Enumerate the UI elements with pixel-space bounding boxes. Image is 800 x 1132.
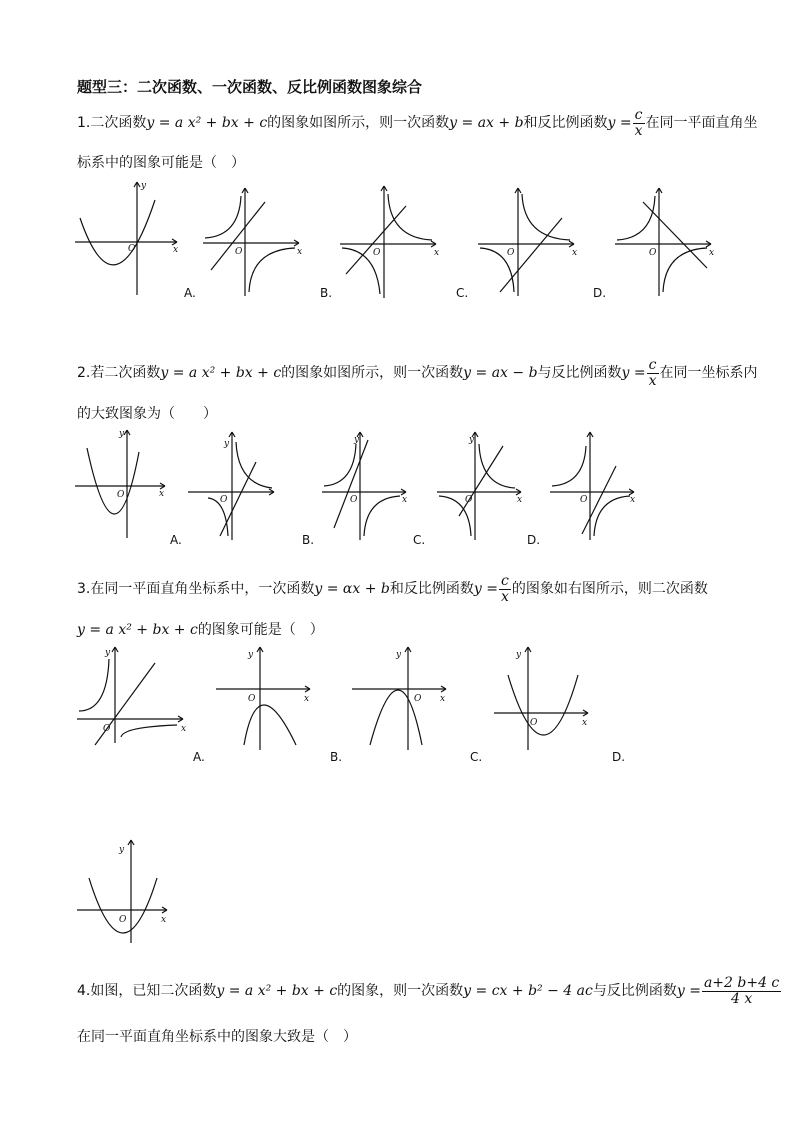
question-3-line-1 xyxy=(77,574,708,604)
axis-x-label: x xyxy=(181,724,187,734)
origin-label: O xyxy=(350,495,358,505)
axis-y-label: y xyxy=(396,650,402,660)
q1-option-d-figure xyxy=(615,188,715,298)
q1-tail-text: 在同一平面直角坐 xyxy=(645,115,758,132)
q1-prefix: 1.二次函数 xyxy=(77,115,147,132)
q1-quadratic-formula: y = a x² + bx + c xyxy=(146,115,268,132)
q2-option-b-label: B. xyxy=(302,533,315,547)
q3-linear-formula: y = αx + b xyxy=(314,581,390,598)
q1-option-c-figure xyxy=(478,188,578,298)
q2-option-a-figure xyxy=(188,432,283,542)
q1-fraction-numerator: c xyxy=(633,108,645,124)
q1-option-a-label: A. xyxy=(184,286,196,300)
q4-mid-text-2: 与反比例函数 xyxy=(592,983,677,1000)
q3-given-figure xyxy=(77,645,189,745)
axis-x-label: x xyxy=(630,495,636,505)
origin-label: O xyxy=(248,694,256,704)
q2-fraction-numerator: c xyxy=(647,358,659,374)
q3-inverse-fraction xyxy=(499,574,511,604)
origin-label: O xyxy=(128,244,136,254)
q1-option-d-label: D. xyxy=(593,286,607,300)
q4-fraction-denominator: 4 x xyxy=(730,990,753,1007)
question-4-line-1 xyxy=(77,976,782,1006)
origin-label: O xyxy=(649,248,657,258)
q1-option-b-figure xyxy=(340,186,440,301)
q4-linear-formula: y = cx + b² − 4 ac xyxy=(463,983,593,1000)
origin-label: O xyxy=(465,495,473,505)
q1-mid-text-1: 的图象如图所示，则一次函数 xyxy=(267,115,450,132)
origin-label: O xyxy=(507,248,515,258)
origin-label: O xyxy=(117,490,125,500)
q2-option-b-figure xyxy=(322,432,412,542)
q2-inverse-lhs: y = xyxy=(621,365,646,382)
question-2-line-2: 的大致图象为（ ） xyxy=(77,406,217,422)
axis-x-label: x xyxy=(440,694,446,704)
q4-prefix: 4.如图，已知二次函数 xyxy=(77,983,217,1000)
axis-y-label: y xyxy=(119,845,125,855)
origin-label: O xyxy=(235,247,243,257)
q1-option-b-label: B. xyxy=(320,286,333,300)
question-2-line-1 xyxy=(77,358,758,388)
axis-y-label: y xyxy=(119,429,125,439)
section-heading: 题型三：二次函数、一次函数、反比例函数图象综合 xyxy=(77,78,423,96)
q2-prefix: 2.若二次函数 xyxy=(77,365,161,382)
question-4-line-2: 在同一平面直角坐标系中的图象大致是（ ） xyxy=(77,1029,357,1045)
q1-option-a-figure xyxy=(203,188,303,298)
question-1-line-1 xyxy=(77,108,758,138)
q3-option-c-figure xyxy=(494,645,594,750)
axis-x-label: x xyxy=(434,248,440,258)
axis-y-label: y xyxy=(354,435,360,445)
axis-x-label: x xyxy=(517,495,523,505)
q2-option-a-label: A. xyxy=(170,533,182,547)
axis-x-label: x xyxy=(173,245,179,255)
q2-option-c-figure xyxy=(437,432,527,542)
q1-fraction-denominator: x xyxy=(634,122,643,139)
q2-quadratic-formula: y = a x² + bx + c xyxy=(160,365,282,382)
q4-inverse-fraction xyxy=(702,976,781,1006)
origin-label: O xyxy=(580,495,588,505)
axis-x-label: x xyxy=(159,489,165,499)
q3-line2-tail: 的图象可能是（ ） xyxy=(197,622,324,638)
axis-x-label: x xyxy=(304,694,310,704)
q4-inverse-lhs: y = xyxy=(676,983,701,1000)
axis-x-label: x xyxy=(297,247,303,257)
q4-mid-text-1: 的图象，则一次函数 xyxy=(337,983,464,1000)
q3-option-a-label: A. xyxy=(193,750,205,764)
q3-fraction-denominator: x xyxy=(500,588,509,605)
q1-option-c-label: C. xyxy=(456,286,469,300)
axis-y-label: y xyxy=(105,648,111,658)
origin-label: O xyxy=(119,915,127,925)
axis-x-label: x xyxy=(402,495,408,505)
q2-inverse-fraction xyxy=(647,358,659,388)
q2-mid-text-1: 的图象如图所示，则一次函数 xyxy=(281,365,464,382)
q3-inverse-lhs: y = xyxy=(473,581,498,598)
q3-mid-text-2: 和反比例函数 xyxy=(389,581,474,598)
axis-x-label: x xyxy=(572,248,578,258)
axis-y-label: y xyxy=(141,181,147,191)
question-3-line-2 xyxy=(77,619,324,639)
q3-quadratic-formula: y = a x² + bx + c xyxy=(77,622,198,638)
q3-prefix: 3.在同一平面直角坐标系中，一次函数 xyxy=(77,581,315,598)
q2-linear-formula: y = ax − b xyxy=(463,365,538,382)
origin-label: O xyxy=(530,718,538,728)
q2-option-c-label: C. xyxy=(413,533,426,547)
q1-mid-text-2: 和反比例函数 xyxy=(523,115,608,132)
q4-fraction-numerator: a+2 b+4 c xyxy=(703,975,780,991)
axis-y-label: y xyxy=(248,650,254,660)
q1-inverse-lhs: y = xyxy=(607,115,632,132)
q4-quadratic-formula: y = a x² + bx + c xyxy=(216,983,338,1000)
q2-option-d-figure xyxy=(550,432,640,542)
axis-y-label: y xyxy=(516,650,522,660)
q2-mid-text-2: 与反比例函数 xyxy=(537,365,622,382)
q3-option-b-figure xyxy=(352,645,452,750)
q2-fraction-denominator: x xyxy=(648,372,657,389)
q2-given-parabola-figure xyxy=(75,428,175,543)
q3-fraction-numerator: c xyxy=(499,574,511,590)
q3-option-c-label: C. xyxy=(470,750,483,764)
origin-label: O xyxy=(414,694,422,704)
q3-option-d-figure xyxy=(77,838,177,943)
origin-label: O xyxy=(373,248,381,258)
q1-inverse-fraction xyxy=(633,108,645,138)
axis-x-label: x xyxy=(161,915,167,925)
q3-option-a-figure xyxy=(216,645,316,750)
q2-option-d-label: D. xyxy=(527,533,541,547)
q3-option-d-label: D. xyxy=(612,750,626,764)
axis-y-label: y xyxy=(224,439,230,449)
q3-tail-text: 的图象如右图所示，则二次函数 xyxy=(511,581,708,598)
question-1-line-2: 标系中的图象可能是（ ） xyxy=(77,155,245,171)
axis-x-label: x xyxy=(582,718,588,728)
q3-option-b-label: B. xyxy=(330,750,343,764)
origin-label: O xyxy=(103,724,111,734)
axis-x-label: x xyxy=(709,248,715,258)
q2-tail-text: 在同一坐标系内 xyxy=(659,365,758,382)
q1-linear-formula: y = ax + b xyxy=(449,115,524,132)
origin-label: O xyxy=(220,495,228,505)
q1-given-parabola-figure xyxy=(75,180,185,300)
axis-y-label: y xyxy=(469,435,475,445)
